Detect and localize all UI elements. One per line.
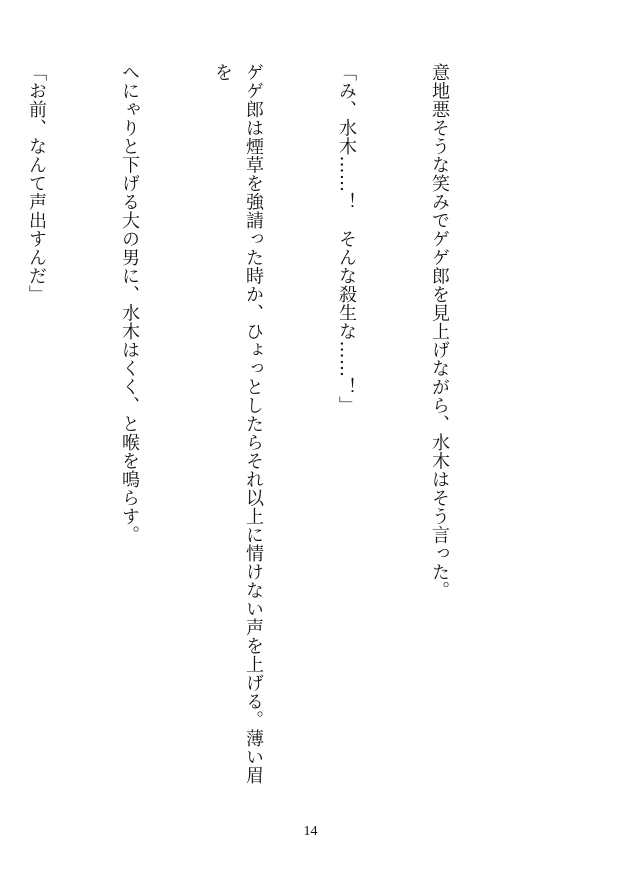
text-line: 意地悪そうな笑みでゲゲ郎を見上げながら、水木はそう言った。 (429, 63, 450, 600)
text-line: 「み、水木……！ そんな殺生な……！」 (336, 63, 357, 415)
page-number: 14 (303, 824, 318, 839)
body-text (0, 63, 517, 798)
text-line: へにゃりと下げる大の男に、水木はくく、と喉を鳴らす。 (119, 63, 140, 544)
text-line: ゲゲ郎は煙草を強請った時か、ひょっとしたらそれ以上に情けない声を上げる。薄い眉を (212, 63, 264, 785)
text-line: 「お前、なんて声出すんだ」 (26, 63, 47, 304)
